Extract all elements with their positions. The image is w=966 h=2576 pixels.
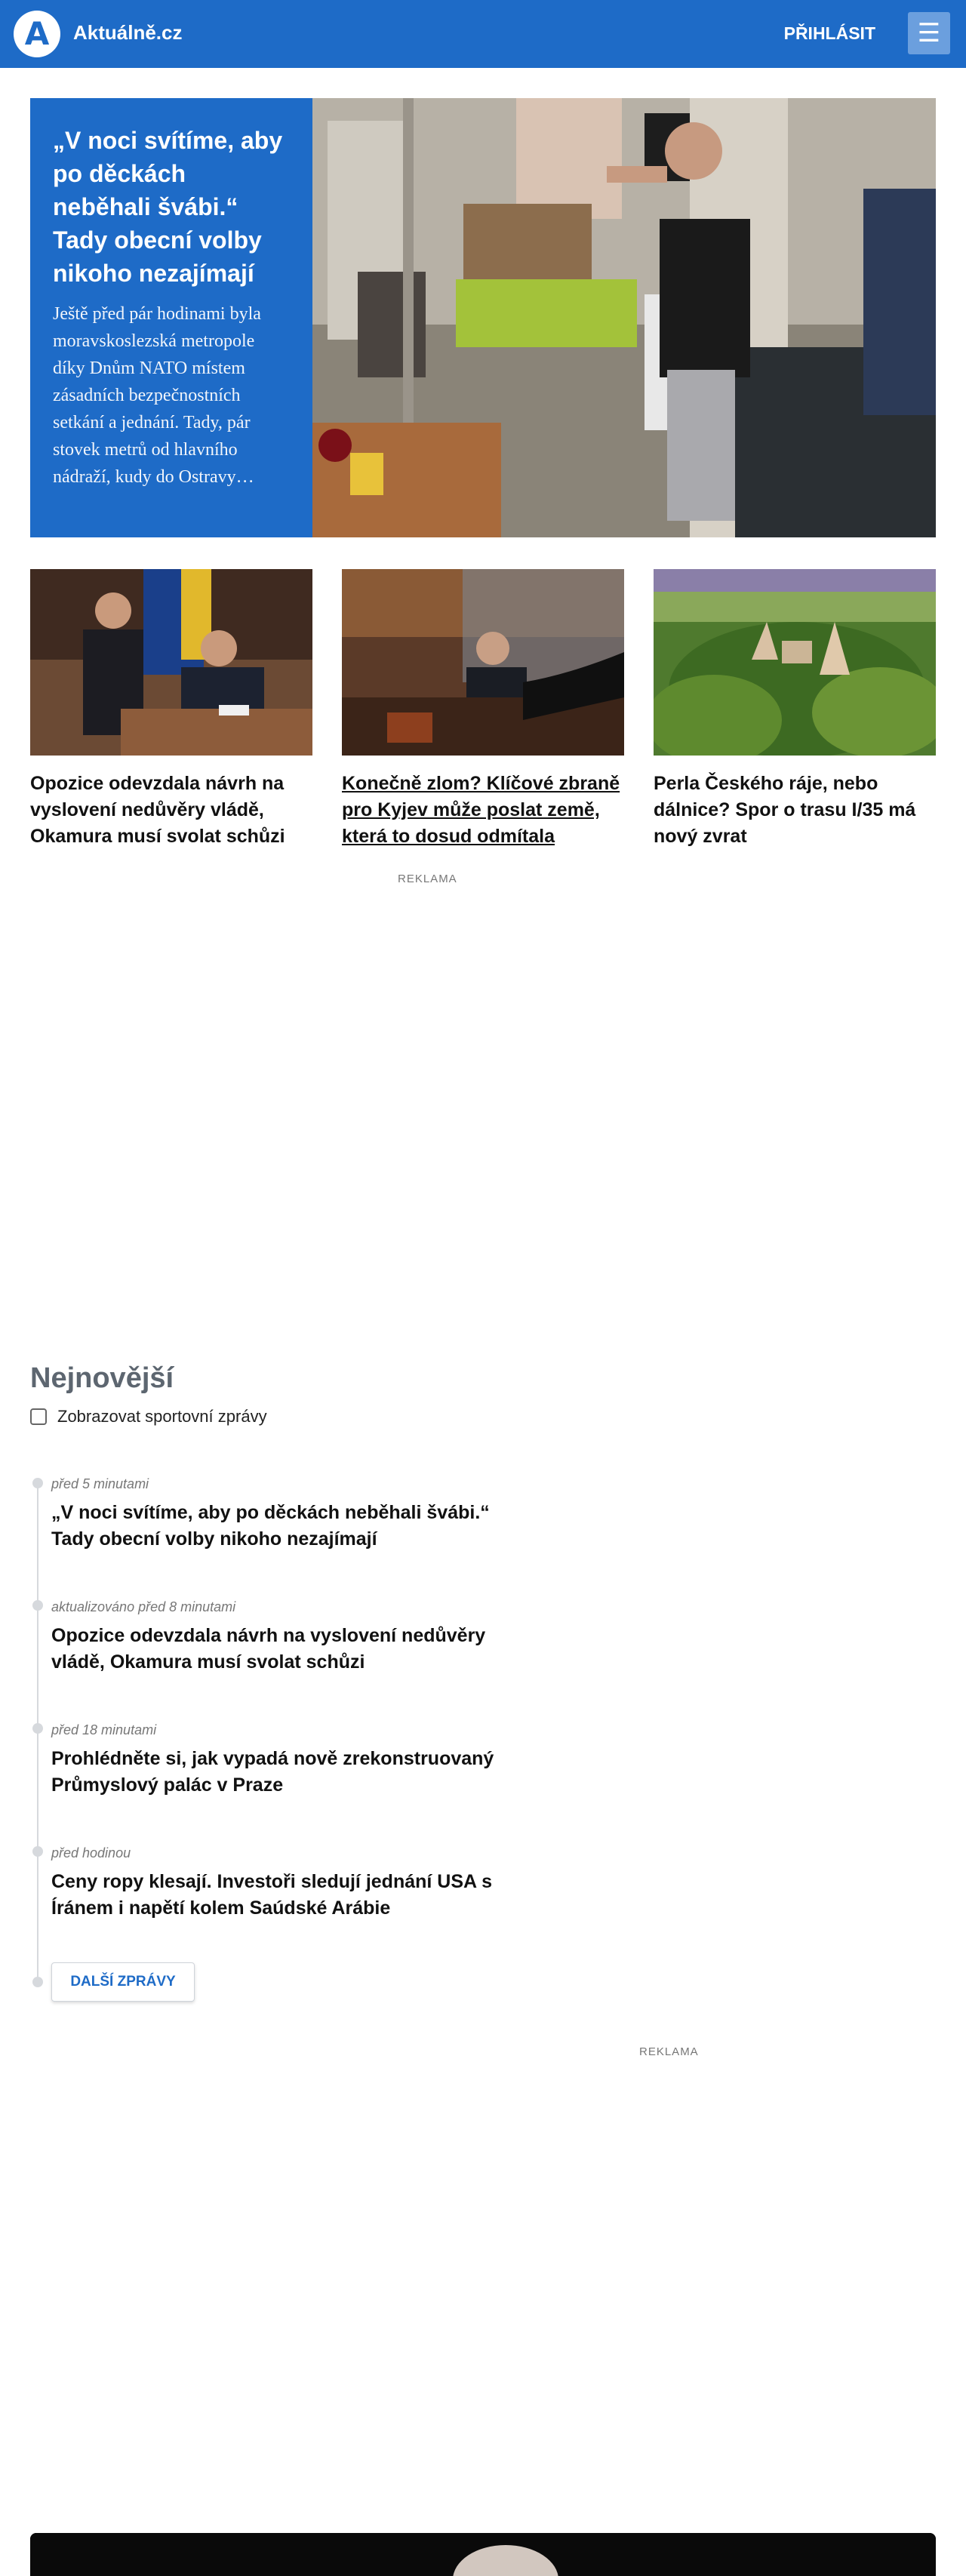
timeline-dot [32, 1600, 43, 1611]
hero-text-panel [30, 98, 312, 537]
timeline-dot [32, 1723, 43, 1734]
featured-video-panel[interactable] [30, 2533, 936, 2576]
news-list-item[interactable] [51, 1476, 504, 1553]
news-title[interactable]: „V noci svítíme, aby po děckách neběhali švábi.“ Tady obecní volby nikoho nezajímají [51, 1502, 490, 1550]
sport-toggle[interactable] [30, 1407, 267, 1426]
login-link[interactable]: PŘIHLÁSIT [783, 23, 875, 43]
hero-photo-illustration [312, 98, 936, 537]
sport-news-label[interactable]: Zobrazovat sportovní zprávy [57, 1407, 267, 1426]
article-photo-illustration [30, 569, 312, 756]
news-title[interactable]: Opozice odevzdala návrh na vyslovení nedůvěry vládě, Okamura musí svolat schůzi [51, 1625, 486, 1673]
timeline-dot [32, 1478, 43, 1488]
article-title[interactable]: Opozice odevzdala návrh na vyslovení nedůvěry vládě, Okamura musí svolat schůzi [30, 773, 285, 847]
menu-button[interactable] [908, 12, 950, 54]
hero-title[interactable]: „V noci svítíme, aby po děckách neběhali švábi.“ Tady obecní volby nikoho nezajímají [53, 127, 283, 287]
top-bar [0, 0, 966, 68]
news-title[interactable]: Ceny ropy klesají. Investoři sledují jednání USA s Íránem i napětí kolem Saúdské Arábie [51, 1871, 492, 1919]
timeline-dot [32, 1977, 43, 1987]
featured-video-thumbnail [30, 2533, 936, 2576]
news-list-item[interactable] [51, 1599, 504, 1676]
news-time: aktualizováno před 8 minutami [51, 1599, 236, 1614]
news-time: před 18 minutami [51, 1722, 157, 1737]
article-card[interactable] [30, 569, 312, 850]
ad-label: REKLAMA [639, 2045, 699, 2058]
news-time: před 5 minutami [51, 1476, 149, 1491]
hero-article[interactable] [30, 98, 936, 537]
news-list-item[interactable] [51, 1722, 504, 1799]
article-card[interactable] [342, 569, 624, 850]
article-photo-illustration [342, 569, 624, 756]
timeline-dot [32, 1846, 43, 1857]
hero-photo[interactable] [312, 98, 936, 537]
ad-label: REKLAMA [398, 873, 457, 885]
hamburger-icon: ☰ [917, 18, 941, 48]
news-list-item[interactable] [51, 1845, 504, 1922]
logo-letter: A [24, 15, 50, 52]
latest-news-heading: Nejnovější [30, 1362, 174, 1394]
article-title[interactable]: Perla Českého ráje, nebo dálnice? Spor o trasu I/35 má nový zvrat [654, 773, 916, 847]
article-photo[interactable] [30, 569, 312, 756]
news-title[interactable]: Prohlédněte si, jak vypadá nově zrekonstruovaný Průmyslový palác v Praze [51, 1748, 494, 1796]
site-logo[interactable] [14, 11, 60, 57]
article-photo-illustration [654, 569, 936, 756]
article-title[interactable]: Konečně zlom? Klíčové zbraně pro Kyjev může poslat země, která to dosud odmítala [342, 773, 620, 847]
article-card[interactable] [654, 569, 936, 850]
hero-perex: Ještě před pár hodinami byla moravskoslezská metropole díky Dnům NATO místem zásadních bezpečnostních setkání a jednání. Tady, pár stovek metrů od hlavního nádraží, kudy do Ostravy… [53, 304, 261, 487]
more-news-button[interactable]: DALŠÍ ZPRÁVY [51, 1962, 195, 2002]
article-photo[interactable] [342, 569, 624, 756]
article-photo[interactable] [654, 569, 936, 756]
sport-news-checkbox[interactable] [30, 1408, 47, 1425]
site-brand-name[interactable]: Aktuálně.cz [73, 21, 183, 44]
news-time: před hodinou [51, 1845, 131, 1860]
